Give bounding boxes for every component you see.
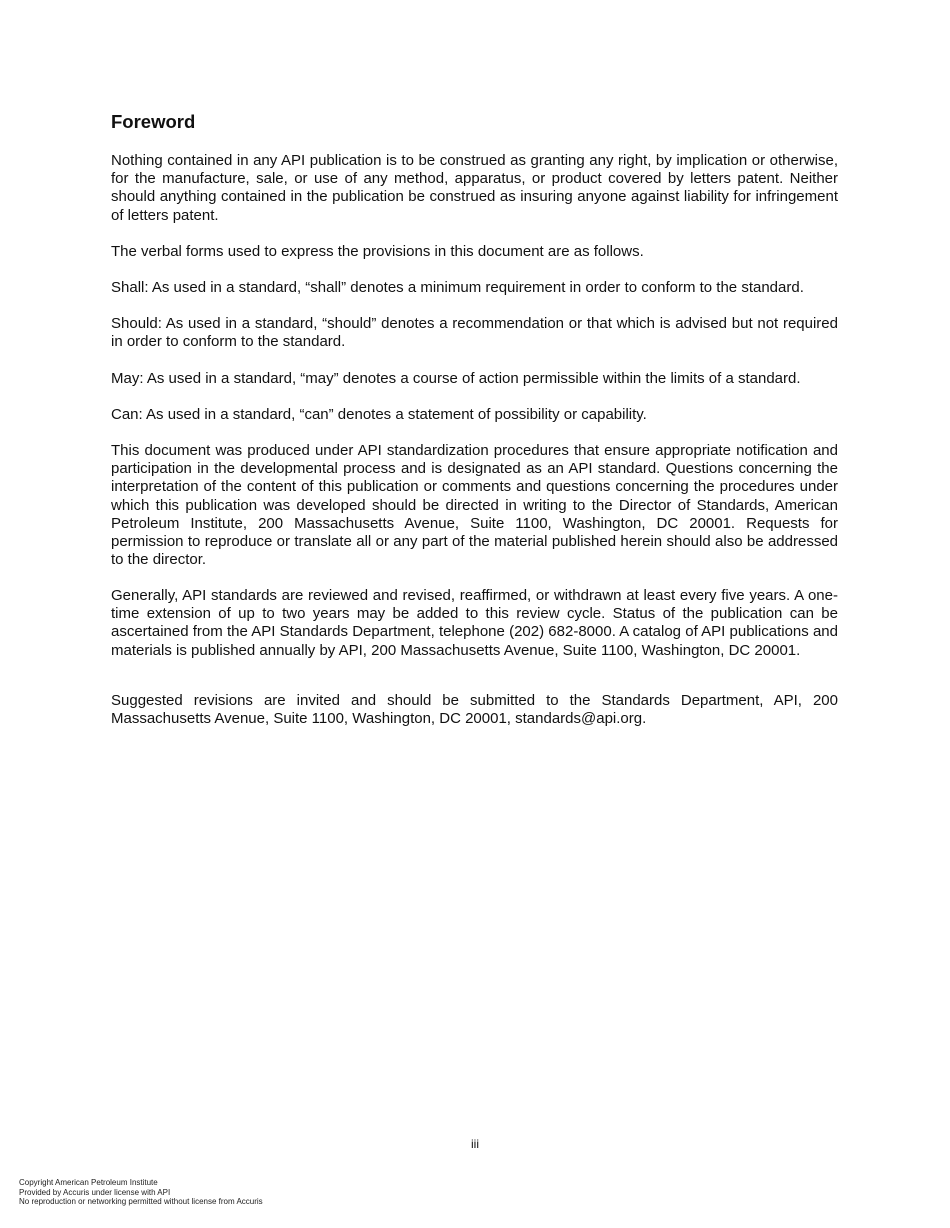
copyright-footer: [19, 1178, 263, 1207]
paragraph-procedures: This document was produced under API standardization procedures that ensure appropriate notification and participation in the developmental process and is designated as an API standard. Questions concerning the interpretation of the content of this publication or comments and questions concerning the procedures under which this publication was developed should be directed in writing to the Director of Standards, American Petroleum Institute, 200 Massachusetts Avenue, Suite 1100, Washington, DC 20001. Requests for permission to reproduce or translate all or any part of the material published herein should also be addressed to the director.: [111, 442, 838, 569]
paragraph-revisions: Suggested revisions are invited and should be submitted to the Standards Department, API, 200 Massachusetts Avenue, Suite 1100, Washington, DC 20001, standards@api.org.: [111, 692, 838, 728]
page-heading: Foreword: [111, 111, 196, 132]
footer-line: Copyright American Petroleum Institute: [19, 1178, 158, 1187]
paragraph-patent: Nothing contained in any API publication is to be construed as granting any right, by implication or otherwise, for the manufacture, sale, or use of any method, apparatus, or product covered by letters patent. Neither should anything contained in the publication be construed as insuring anyone against liability for infringement of letters patent.: [111, 152, 838, 224]
paragraph-verbal-forms: The verbal forms used to express the provisions in this document are as follows.: [111, 243, 644, 260]
paragraph-may: May: As used in a standard, “may” denotes a course of action permissible within the limits of a standard.: [111, 370, 801, 387]
footer-line: No reproduction or networking permitted without license from Accuris: [19, 1197, 263, 1206]
paragraph-shall: Shall: As used in a standard, “shall” denotes a minimum requirement in order to conform to the standard.: [111, 279, 804, 296]
footer-line: Provided by Accuris under license with API: [19, 1187, 171, 1197]
paragraph-review: Generally, API standards are reviewed and revised, reaffirmed, or withdrawn at least every five years. A one-time extension of up to two years may be added to this review cycle. Status of the publication can be ascertained from the API Standards Department, telephone (202) 682-8000. A catalog of API publications and materials is published annually by API, 200 Massachusetts Avenue, Suite 1100, Washington, DC 20001.: [111, 587, 838, 659]
page-number: iii: [471, 1137, 479, 1151]
paragraph-should: Should: As used in a standard, “should” denotes a recommendation or that which is advised but not required in order to conform to the standard.: [111, 315, 838, 351]
paragraph-can: Can: As used in a standard, “can” denotes a statement of possibility or capability.: [111, 406, 647, 423]
